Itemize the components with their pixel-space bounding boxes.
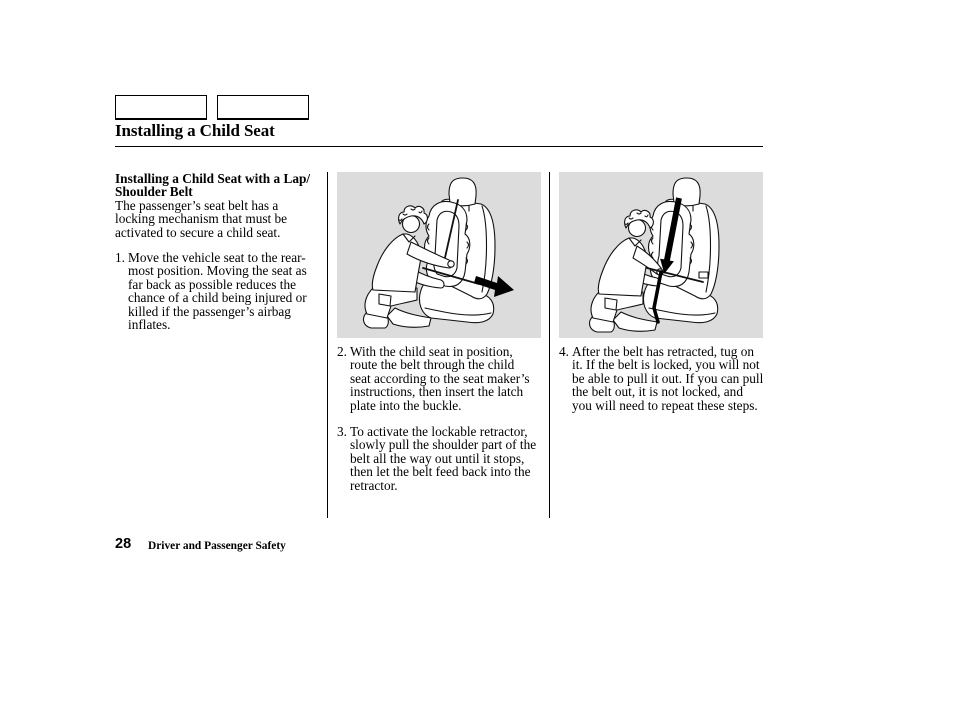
intro-line: locking mechanism that must be (115, 211, 288, 227)
step-number: 4. (559, 344, 569, 359)
step-line: be able to pull it out. If you can pull (572, 370, 764, 386)
step-line: route the belt through the child (350, 357, 515, 373)
step-number: 1. (115, 250, 125, 265)
step-line (115, 251, 307, 264)
step-line: the belt out, it is not locked, and (572, 384, 743, 400)
step-text: To activate the lockable retractor, (350, 424, 528, 439)
latch-buckle (699, 272, 708, 278)
step-line: instructions, then insert the latch (350, 384, 524, 400)
section-heading-line: Installing a Child Seat with a Lap/ (115, 171, 311, 186)
step-line (559, 345, 763, 358)
intro-line: The passenger’s seat belt has a (115, 197, 279, 213)
step-line: chance of a child being injured or (128, 290, 307, 306)
step-line: most position. Moving the seat as (128, 263, 307, 279)
step-number: 2. (337, 344, 347, 359)
step-line (337, 345, 530, 358)
step-line: belt all the way out until it stops, (350, 450, 525, 466)
page-number: 28 (115, 535, 132, 552)
step-line: retractor. (350, 477, 398, 493)
step-2 (337, 345, 530, 412)
illustration-pull-shoulder-belt (559, 172, 763, 338)
step-number: 3. (337, 424, 347, 439)
illustration-drawing (337, 172, 541, 338)
title-divider (115, 146, 763, 147)
person-hand (448, 261, 454, 267)
step-line: then let the belt feed back into the (350, 464, 531, 480)
header-nav-box-right[interactable] (217, 95, 309, 120)
section-heading-line: Shoulder Belt (115, 184, 193, 200)
step-line (337, 425, 536, 438)
step-text: Move the vehicle seat to the rear- (128, 250, 306, 265)
header-nav-box-left[interactable] (115, 95, 207, 120)
step-text: With the child seat in position, (350, 344, 513, 359)
illustration-drawing (559, 172, 763, 338)
step-line: killed if the passenger’s airbag (128, 303, 291, 319)
page-title: Installing a Child Seat (115, 121, 275, 140)
person-torso (372, 234, 421, 292)
step-line: slowly pull the shoulder part of the (350, 437, 537, 453)
column-divider-left (327, 172, 328, 518)
column-divider-right (549, 172, 550, 518)
illustration-route-belt (337, 172, 541, 338)
step-line: you will need to repeat these steps. (572, 397, 758, 413)
intro-line: activated to secure a child seat. (115, 224, 281, 240)
step-line: inflates. (128, 316, 171, 332)
footer-section-title: Driver and Passenger Safety (148, 539, 286, 552)
step-1 (115, 251, 307, 331)
step-line: far back as possible reduces the (128, 276, 296, 292)
left-column-intro (115, 172, 310, 239)
step-4 (559, 345, 763, 412)
seat-headrest (449, 178, 476, 206)
step-line: plate into the buckle. (350, 397, 462, 413)
step-text: After the belt has retracted, tug on (572, 344, 755, 359)
step-line: it. If the belt is locked, you will not (572, 357, 760, 373)
step-3 (337, 425, 536, 492)
person-torso (598, 238, 647, 296)
step-line: seat according to the seat maker’s (350, 370, 530, 386)
